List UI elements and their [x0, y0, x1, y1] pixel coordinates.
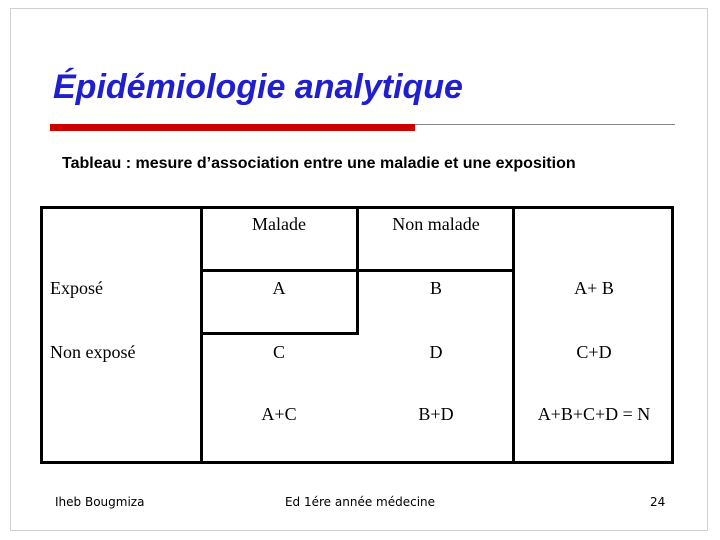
table-border-left: [40, 206, 43, 464]
cell-a: A: [272, 278, 286, 298]
table-border-bottom: [40, 461, 674, 464]
table-divider-col3: [512, 206, 515, 464]
cell-a-plus-b: A+ B: [574, 278, 614, 298]
row-label-non-expose: Non exposé: [50, 342, 136, 362]
footer-author: Iheb Bougmiza: [55, 495, 145, 509]
cell-c-plus-d: C+D: [576, 342, 612, 362]
slide-title: Épidémiologie analytique: [53, 68, 463, 106]
cell-b-plus-d: B+D: [418, 404, 454, 424]
header-non-malade: Non malade: [392, 214, 480, 234]
table-divider-row2: [200, 332, 359, 335]
cell-a-plus-c: A+C: [261, 404, 297, 424]
row-label-expose: Exposé: [50, 278, 103, 298]
cell-c: C: [272, 342, 286, 362]
footer-course: Ed 1ére année médecine: [284, 495, 436, 509]
table-border-right: [671, 206, 674, 464]
cell-b: B: [429, 278, 443, 298]
table-divider-col1: [200, 206, 203, 464]
table-divider-row1: [200, 269, 512, 272]
title-accent-bar: [50, 124, 415, 131]
title-underline: [415, 124, 675, 125]
cell-d: D: [429, 342, 443, 362]
cell-total-n: A+B+C+D = N: [537, 404, 651, 424]
table-caption: Tableau : mesure d’association entre une maladie et une exposition: [62, 155, 576, 172]
header-malade: Malade: [252, 214, 306, 234]
footer-page-number: 24: [650, 495, 666, 509]
